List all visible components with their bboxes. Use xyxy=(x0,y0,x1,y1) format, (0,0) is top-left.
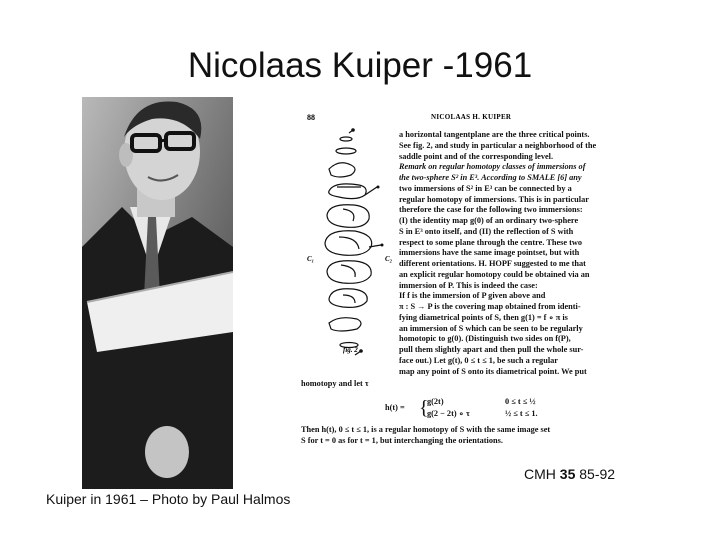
paper-text-line: immersions have the same image pointset, but with xyxy=(399,248,580,258)
paper-text-line: an immersion of S which can be seen to be regularly xyxy=(399,323,583,333)
paper-text-line: an explicit regular homotopy could be obtained via an xyxy=(399,269,590,279)
closing-line-2: S for t = 0 as for t = 1, but interchanging the orientations. xyxy=(301,436,503,445)
homotopy-prefix-line: homotopy and let τ xyxy=(301,379,369,388)
portrait-image xyxy=(82,97,233,489)
paper-text-line: homotopic to g(0). (Distinguish two sides on f(P), xyxy=(399,334,571,344)
paper-text-line: different orientations. H. HOPF suggested to me that xyxy=(399,259,586,268)
formula-lhs: h(t) = xyxy=(385,403,405,412)
ref-volume: 35 xyxy=(559,466,576,482)
figure-label: fig. 2 xyxy=(343,346,358,354)
paper-text-line: respect to some plane through the centre. These two xyxy=(399,237,583,247)
running-head: NICOLAAS H. KUIPER xyxy=(431,113,512,121)
paper-text-line: pull them slightly apart and then pull the whole sur- xyxy=(399,345,584,354)
paper-text-line: (I) the identity map g(0) of an ordinary two-sphere xyxy=(399,216,579,225)
curve-label-left: C₁ xyxy=(307,255,315,263)
formula-cond-1: 0 ≤ t ≤ ½ xyxy=(505,397,536,406)
paper-text-line: therefore the case for the following two immersions: xyxy=(399,205,583,215)
slide-title: Nicolaas Kuiper -1961 xyxy=(187,46,533,85)
page-number: 88 xyxy=(307,113,315,122)
paper-text-line: two immersions of S² in E³ can be connected by a xyxy=(399,183,572,193)
paper-text-line: saddle point and of the corresponding level. xyxy=(399,151,554,161)
paper-text-line: a horizontal tangentplane are the three critical points. xyxy=(399,130,590,139)
portrait-photo xyxy=(82,97,233,489)
journal-reference xyxy=(524,466,615,482)
figure-2-immersion-drawing xyxy=(299,125,399,365)
paper-text-line: face out.) Let g(t), 0 ≤ t ≤ 1, be such a regular xyxy=(399,355,558,365)
paper-text-line: fying diametrical points of S, then g(1) = f ∘ π is xyxy=(399,312,568,322)
paper-text-line: map any point of S onto its diametrical point. We put xyxy=(399,366,587,376)
formula-case-2: g(2 − 2t) ∘ τ xyxy=(427,409,470,418)
formula-brace: { xyxy=(419,397,429,419)
ref-prefix: CMH xyxy=(524,466,560,482)
paper-text-line: Remark on regular homotopy classes of immersions of xyxy=(399,162,586,172)
formula-case-1: g(2t) xyxy=(427,397,444,406)
paper-text-line: immersion of P. This is indeed the case: xyxy=(399,280,538,290)
paper-excerpt xyxy=(299,103,635,453)
ref-pages: 85-92 xyxy=(575,466,616,482)
formula-cond-2: ½ ≤ t ≤ 1. xyxy=(505,409,538,418)
curve-label-right: C₂ xyxy=(385,255,393,263)
paper-text-line: π : S → P is the covering map obtained from identi- xyxy=(399,302,581,311)
paper-text-line: See fig. 2, and study in particular a neighborhood of the xyxy=(399,140,597,150)
photo-caption: Kuiper in 1961 – Photo by Paul Halmos xyxy=(46,491,291,507)
paper-text-line: the two-sphere S² in E³. According to SMALE [6] any xyxy=(399,173,582,182)
closing-line-1: Then h(t), 0 ≤ t ≤ 1, is a regular homotopy of S with the same image set xyxy=(301,425,551,434)
paper-text-line: regular homotopy of immersions. This is in particular xyxy=(399,194,589,204)
paper-text-line: S in E³ onto itself, and (II) the reflection of S with xyxy=(399,226,574,236)
paper-text-line: If f is the immersion of P given above and xyxy=(399,291,546,301)
